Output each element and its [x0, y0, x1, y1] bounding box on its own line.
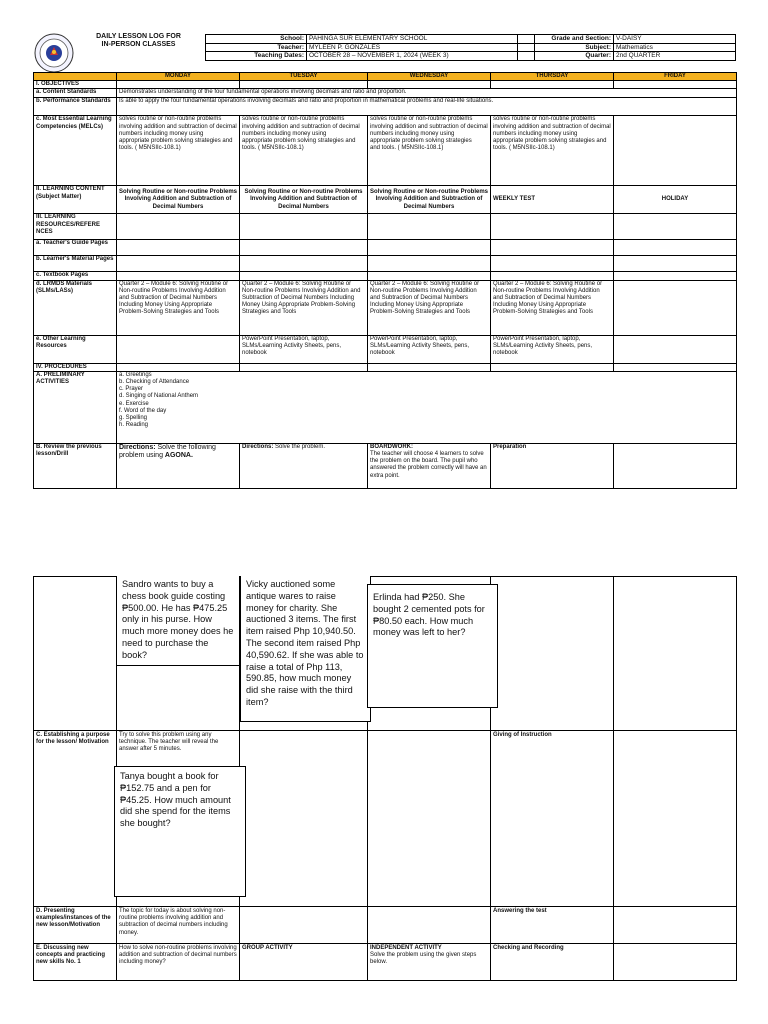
establishing-label: C. Establishing a purpose for the lesson/ Motivation: [34, 731, 117, 907]
lrmds-monday: Quarter 2 – Module 6: Solving Routine or Non-routine Problems Involving Addition and Subtraction of Decimal Numbers Including Money Using Appropriate Problem-Solving Strategies and Tools: [117, 280, 240, 335]
review-label: B. Review the previous lesson/Drill: [34, 443, 117, 488]
lc-topic-tuesday: Solving Routine or Non-routine Problems Involving Addition and Subtraction of Decimal Numbers: [240, 186, 368, 214]
day-header-thursday: THURSDAY: [491, 73, 614, 81]
review-tuesday-directions: Directions:: [242, 443, 274, 450]
review-wednesday-text: The teacher will choose 4 learners to solve the problem on the board. The pupil who answered the problem correctly will have an extra point.: [370, 451, 487, 479]
other-resources-thursday: PowerPoint Presentation, laptop, SLMs/Learning Activity Sheets, pens, notebook: [491, 335, 614, 363]
review-wednesday: [368, 443, 491, 488]
performance-standards-text: Is able to apply the four fundamental operations involving decimals and ratio and proportion in mathematical problems and real-life situations.: [117, 98, 737, 116]
quarter-value: 2nd QUARTER: [614, 52, 736, 61]
learners-material-label: b. Learner's Material Pages: [34, 256, 117, 272]
preliminary-list: a. Greetings b. Checking of Attendance c. Prayer d. Singing of National Anthem e. Exercise f. Word of the day g. Spelling h. Reading: [117, 371, 737, 443]
checking-recording: Checking and Recording: [491, 944, 614, 981]
textbook-label: c. Textbook Pages: [34, 272, 117, 280]
weekly-test: WEEKLY TEST: [491, 186, 614, 214]
day-header-friday: FRIDAY: [614, 73, 737, 81]
lrmds-tuesday: Quarter 2 – Module 6: Solving Routine or Non-routine Problems Involving Addition and Subtraction of Decimal Numbers Including Money Using Appropriate Problem-Solving Strategies and Tools: [240, 280, 368, 335]
other-resources-label: e. Other Learning Resources: [34, 335, 117, 363]
lrmds-wednesday: Quarter 2 – Module 6: Solving Routine or Non-routine Problems Involving Addition and Subtraction of Decimal Numbers Including Money Using Appropriate Problem-Solving Strategies and Tools: [368, 280, 491, 335]
learning-resources-label: III. LEARNING RESOURCES/REFERE NCES: [34, 214, 117, 240]
performance-standards-label: b. Performance Standards: [34, 98, 117, 116]
review-monday-directions: Directions:: [119, 443, 156, 451]
content-standards-label: a. Content Standards: [34, 89, 117, 98]
holiday: HOLIDAY: [614, 186, 737, 214]
log-title: DAILY LESSON LOG FOR IN-PERSON CLASSES: [96, 33, 181, 48]
day-header-monday: MONDAY: [117, 73, 240, 81]
discussing-label: E. Discussing new concepts and practicing new skills No. 1: [34, 944, 117, 981]
presenting-label: D. Presenting examples/instances of the new lesson/Motivation: [34, 907, 117, 944]
group-activity: GROUP ACTIVITY: [240, 944, 368, 981]
objectives-label: I. OBJECTIVES: [34, 81, 117, 89]
dates-label: Teaching Dates:: [206, 52, 307, 61]
melc-monday: solves routine or non-routine problems involving addition and subtraction of decimal numbers including money using appropriate problem solving strategies and tools. ( M5NSIIc-108.1): [117, 116, 240, 186]
giving-instruction: Giving of Instruction: [491, 731, 614, 907]
quarter-label: Quarter:: [518, 52, 614, 61]
school-value: PAHINGA SUR ELEMENTARY SCHOOL: [307, 35, 535, 44]
lc-topic-monday: Solving Routine or Non-routine Problems Involving Addition and Subtraction of Decimal Numbers: [117, 186, 240, 214]
teachers-guide-label: a. Teacher's Guide Pages: [34, 240, 117, 256]
problem-box-tanya: Tanya bought a book for ₱152.75 and a pen for ₱45.25. How much amount did she spend for the items she bought?: [114, 766, 246, 897]
content-standards-text: Demonstrates understanding of the four fundamental operations involving decimals and ratio and proportion.: [117, 89, 737, 98]
review-tuesday-text: Solve the problem.: [273, 443, 326, 450]
teacher-value: MYLEEN P. GONZALES: [307, 43, 535, 52]
problem-box-vicky: Vicky auctioned some antique wares to raise money for charity. She auctioned 3 items. The first item raised Php 10,940.50. The second item raised Php 40,590.62. If she was able to raise a total of Php 113, 590.85, how much money did she raise with the third item?: [240, 576, 371, 722]
lc-topic-wednesday: Solving Routine or Non-routine Problems Involving Addition and Subtraction of Decimal Numbers: [368, 186, 491, 214]
melc-thursday: solves routine or non-routine problems involving addition and subtraction of decimal numbers including money using appropriate problem solving strategies and tools. ( M5NSIIc-108.1): [491, 116, 614, 186]
day-header-wednesday: WEDNESDAY: [368, 73, 491, 81]
problem-box-sandro: Sandro wants to buy a chess book guide costing ₱500.00. He has ₱475.25 only in his purse. How much more money does he need to purchase the book?: [116, 576, 240, 666]
other-resources-wednesday: PowerPoint Presentation, laptop, SLMs/Learning Activity Sheets, pens, notebook: [368, 335, 491, 363]
review-monday-text: Solve the following problem using: [119, 443, 216, 459]
presenting-monday: The topic for today is about solving non-routine problems involving addition and subtraction of decimal numbers including money.: [117, 907, 240, 944]
subject-value: Mathematics: [614, 43, 736, 52]
melc-wednesday: solves routine or non-routine problems involving addition and subtraction of decimal numbers including money using appropriate problem solving strategies and tools. ( M5NSIIc-108.1): [368, 116, 491, 186]
learning-content-label: II. LEARNING CONTENT (Subject Matter): [34, 186, 117, 214]
deped-seal-logo: [34, 33, 74, 73]
review-monday-agona: AGONA.: [164, 451, 193, 459]
school-label: School:: [206, 35, 307, 44]
independent-activity-cell: [368, 944, 491, 981]
procedures-label: IV. PROCEDURES: [34, 363, 117, 371]
lrmds-label: d. LRMDS Materials (SLMs/LASs): [34, 280, 117, 335]
subject-label: Subject:: [518, 43, 614, 52]
review-wednesday-boardwork: BOARDWORK:: [370, 443, 413, 450]
discussing-monday: How to solve non-routine problems involving addition and subtraction of decimal numbers including money?: [117, 944, 240, 981]
answering-test: Answering the test: [491, 907, 614, 944]
preliminary-label: A. PRELIMINARY ACTIVITIES: [34, 371, 117, 443]
melc-tuesday: solves routine or non-routine problems involving addition and subtraction of decimal numbers including money using appropriate problem solving strategies and tools. ( M5NSIIc-108.1): [240, 116, 368, 186]
day-header-empty: [34, 73, 117, 81]
teacher-label: Teacher:: [206, 43, 307, 52]
establishing-monday: Try to solve this problem using any technique. The teacher will reveal the answer after 5 minutes.: [117, 731, 240, 907]
review-tuesday: [240, 443, 368, 488]
header-info-table: [205, 34, 535, 61]
review-monday: [117, 443, 240, 488]
independent-activity-text: Solve the problem using the given steps below.: [370, 952, 477, 966]
independent-activity-title: INDEPENDENT ACTIVITY: [370, 945, 442, 951]
grade-label: Grade and Section:: [518, 35, 614, 44]
dates-value: OCTOBER 28 – NOVEMBER 1, 2024 (WEEK 3): [307, 52, 535, 61]
problem-box-erlinda: Erlinda had ₱250. She bought 2 cemented pots for ₱80.50 each. How much money was left to her?: [367, 584, 498, 708]
lesson-log-table: [33, 72, 737, 489]
day-header-tuesday: TUESDAY: [240, 73, 368, 81]
other-resources-tuesday: PowerPoint Presentation, laptop, SLMs/Learning Activity Sheets, pens, notebook: [240, 335, 368, 363]
melcs-label: c. Most Essential Learning Competencies (MELCs): [34, 116, 117, 186]
lrmds-thursday: Quarter 2 – Module 6: Solving Routine or Non-routine Problems Involving Addition and Subtraction of Decimal Numbers Including Money Using Appropriate Problem-Solving Strategies and Tools: [491, 280, 614, 335]
review-thursday: Preparation: [491, 443, 614, 488]
header-class-table: [517, 34, 736, 61]
grade-value: V-DAISY: [614, 35, 736, 44]
